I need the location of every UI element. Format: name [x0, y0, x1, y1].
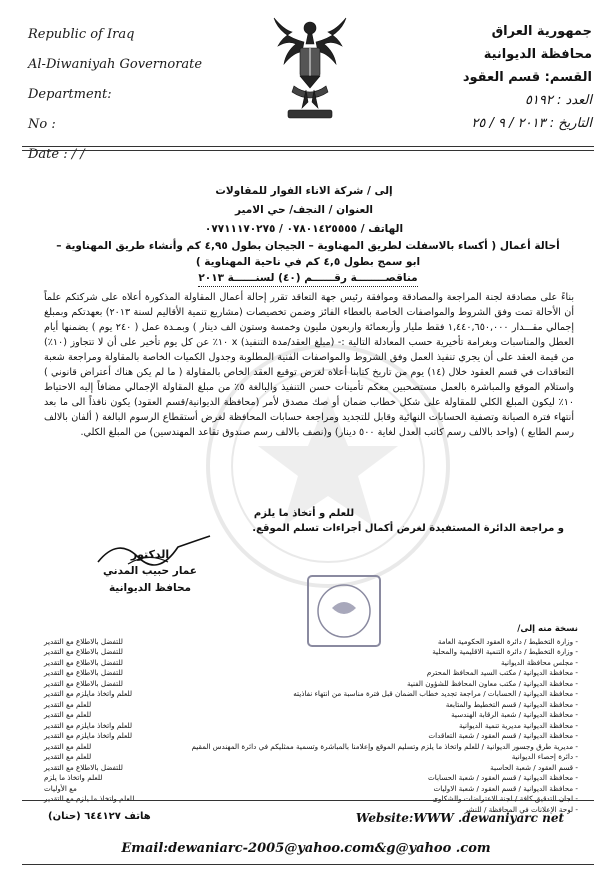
- copy-recipient: - قسم العقود / شعبة الحاسبة: [490, 762, 578, 772]
- letter-body: [44, 290, 574, 440]
- tender-number: مناقصــــــــة رقــــــم (٤٠) لسنــــــة ٢٠١٣: [198, 270, 417, 287]
- number-en: No :: [28, 117, 56, 132]
- recipient-name: إلى / شركة الاناء الفوار للمقاولات: [215, 185, 393, 197]
- copy-recipient: - محافظة الديوانية / قسم العقود / شعبة الحسابات: [427, 773, 578, 782]
- copy-recipient: - مجلس محافظة الديوانية: [500, 657, 578, 667]
- copy-recipient-row: [44, 637, 578, 648]
- copy-note: مع الأوليات: [44, 783, 77, 793]
- footer-divider-bottom: [22, 864, 594, 865]
- header-english: [28, 20, 238, 170]
- department-ar: القسم: قسم العقود: [462, 70, 592, 85]
- footer-email[interactable]: Email:dewaniarc-2005@yahoo.com&g@yahoo .com: [121, 841, 491, 856]
- copy-recipient-row: [44, 658, 578, 669]
- governorate-ar: محافظة الديوانية: [483, 47, 592, 62]
- copy-recipient-row: [44, 689, 578, 700]
- closing-line-2: و مراجعة الدائرة المستفيدة لغرض أكمال أجراءات تسلم الموقع.: [252, 523, 564, 534]
- copy-note: للتفضل بالاطلاع مع التقدير: [44, 762, 123, 772]
- copy-recipient-row: [44, 679, 578, 690]
- country-ar: جمهورية العراق: [491, 24, 592, 39]
- letter-page: [8, 6, 604, 876]
- copy-recipient: - وزارة التخطيط / دائرة التنمية الاقليمية والمحلية: [432, 647, 578, 656]
- date-ar: التاريخ : ٢٠١٣ / ٩ / ٢٥: [471, 116, 592, 131]
- copy-recipient: - لجان التدقيق كافة / لجنة الاعتراضات والشكاوى: [432, 794, 578, 803]
- number-ar: العدد : ٥١٩٢: [524, 93, 592, 108]
- copy-note: للعلم مع التقدير: [44, 741, 92, 751]
- copy-note: للعلم مع التقدير: [44, 710, 92, 719]
- copy-recipient-row: [44, 784, 578, 795]
- recipient-phone: الهاتف / ٠٧٨٠١٤٢٥٥٥٥ / ٠٧٧١١١٧٠٢٧٥: [204, 223, 404, 235]
- copy-recipient-row: [44, 710, 578, 721]
- footer-website[interactable]: Website:WWW .dewaniyarc net: [355, 811, 564, 825]
- copy-note: للتفضل بالاطلاع مع التقدير: [44, 678, 123, 688]
- copy-recipient: - محافظة الديوانية / الحسابات / مراجعة تجديد خطاب الضمان قبل فترة مناسبة من انتهاء نفاذيته: [293, 689, 578, 698]
- body-paragraph: بناءً على مصادقة لجنة المراجعة والمصادقة وموافقة رئيس جهة التعاقد تقرر إحالة أعمال المقاولة المذكورة أعلاه على شركتكم علماً أن الأحالة تمت وفق الشروط والمواصفات الخاصة بالعطاء الفائز وضمن تخصيصات (مشاريع تنمية الأقاليم لسنة ٢٠١٣) بعهدتكم وبمبلغ إجمالي مقـــدار ١,٤٤٠,٦٥٠,٠٠٠ فقط مليار وأربعمائة واربعون مليون وخمسة وستون الف دينار ) وبمـدة عمل ( ٢٤٠ يوم ) يضمنها أيام العطل والمناسبات وبغرامة تأخيرية حسب المعادلة التالية :- (مبلغ العقد/مدة التنفيذ) x ١٠٪ عن كل يوم تأخير على أن لا تتجاوز (١٠٪) من قيمة العقد على أن يجري تنفيذ العمل وفق الشروط والمواصفات الفنية المطلوبة وجدول الكميات الخاصة بالمقاولة ومراجعة شعبة التعاقدات في قسم العقود خلال (١٤) يوم من تاريخ كتابنا أعلاه لغرض توقيع العقد الخاص بالمقاولة ( ما لم يكن هناك أعتراض قانوني ) واستلام الموقع والمباشرة بالعمل مستصحبين معكم تأمينات حسن التنفيذ والبالغة ٥٪ من مبلغ المقاولة الإجمالي مضافاً إليه الاحتياط ١٠٪ ليكون المبلغ الكلي للمقاولة على شكل خطاب ضمان أو صك مصدق لأمر (محافظة الديوانية/قسم العقود) يكون نافذاً الى ما بعد أنتهاء فترة الصيانة وتصفية الحسابات النهائية وقابل للتجديد ومراجعة حسابات المحافظة لغرض أستقطاع الرسوم البالغة ( ألفان بالالف رسم الطابع ) (واحد بالالف رسم كاتب العدل لغاية ٥٠٠ دينار) و(نصف بالالف رسم صندوق تقاعد المهندسين) من المبلغ الكلي.: [44, 292, 575, 438]
- header-divider: [22, 146, 594, 147]
- header-arabic: [392, 20, 592, 135]
- copy-recipient: - محافظة الديوانية / قسم التخطيط والمتابعة: [445, 699, 578, 709]
- copy-recipient: - مديرية طرق وجسور الديوانية / للعلم واتخاذ ما يلزم وتسليم الموقع وإعلامنا بالمباشرة وتسمية ممثليكم في دائرة المهندس المقيم: [191, 741, 578, 751]
- copy-recipient: - محافظة الديوانية / مكتب السيد المحافظ المحترم: [426, 668, 578, 677]
- copy-note: للتفضل بالاطلاع مع التقدير: [44, 657, 123, 667]
- copies-heading: نسخة منه إلى/: [517, 624, 578, 634]
- signatory-role: محافظ الديوانية: [108, 582, 192, 594]
- copy-recipient-row: [44, 647, 578, 658]
- department-en: Department:: [28, 87, 112, 102]
- copy-note: للعلم مع التقدير: [44, 752, 92, 761]
- eagle-emblem-icon: [270, 12, 350, 134]
- copy-recipient: - دائرة إحصاء الديوانية: [511, 752, 578, 761]
- copy-note: للعلم واتخاذ مايلزم مع التقدير: [44, 731, 133, 740]
- recipient-address: العنوان / النجف/ حي الامير: [234, 204, 374, 216]
- subject-block: [48, 238, 568, 287]
- copy-note: للعلم واتخاذ ما يلزم مع التقدير: [44, 794, 135, 803]
- copy-recipient: - محافظة الديوانية مديرية تنمية الديوانية: [458, 720, 578, 730]
- copy-recipient: - محافظة الديوانية / شعبة الرقابة الهندسية: [451, 710, 578, 719]
- subject-line-2: ابو سمج بطول ٤,٥ كم في ناحية المهناوية ): [195, 256, 421, 268]
- copy-recipient-row: [44, 752, 578, 763]
- copy-recipient: - لوحة الإعلانات في المحافظة / للنشر: [464, 804, 578, 814]
- copy-recipient-row: [44, 721, 578, 732]
- copy-recipient-row: [44, 731, 578, 742]
- copy-note: للعلم واتخاذ مايلزم مع التقدير: [44, 689, 133, 698]
- copy-recipient: - محافظة الديوانية / مكتب معاون المحافظ للشؤون الفنية: [406, 678, 578, 688]
- recipient-block: [44, 182, 564, 239]
- copy-recipient: - وزارة التخطيط / دائرة العقود الحكومية العامة: [437, 636, 578, 646]
- copy-note: للعلم واتخاذ مايلزم مع التقدير: [44, 720, 133, 730]
- country-en: Republic of Iraq: [28, 27, 135, 42]
- signatory-title: الدكتور: [130, 548, 170, 561]
- copy-recipient-row: [44, 773, 578, 784]
- copy-recipient: - محافظة الديوانية / قسم العقود / شعبة الاوليات: [433, 783, 578, 793]
- copy-recipient: - محافظة الديوانية / قسم العقود / شعبة التعاقدات: [428, 731, 578, 740]
- footer-phone: هاتف ٦٤٤١٢٧ (حنان): [48, 811, 151, 822]
- copy-recipient-row: [44, 742, 578, 753]
- copy-recipient-row: [44, 700, 578, 711]
- copy-note: للعلم واتخاذ ما يلزم: [44, 773, 103, 782]
- copies-list: [44, 624, 578, 815]
- copy-note: للتفضل بالاطلاع مع التقدير: [44, 636, 123, 646]
- copy-recipient-row: [44, 668, 578, 679]
- closing-line-1: للعلم و أتخاذ ما يلزم: [253, 508, 355, 519]
- signatory-name: عمار حبيب المدني: [103, 565, 197, 577]
- governorate-en: Al-Diwaniyah Governorate: [28, 57, 203, 72]
- copy-recipient-row: [44, 763, 578, 774]
- signature-block: [90, 546, 210, 597]
- copy-note: للعلم مع التقدير: [44, 699, 92, 709]
- subject-line-1: أحالة أعمال ( أكساء بالاسفلت لطريق المهناوية – الجيجان بطول ٤,٩٥ كم وأنشاء طريق المهناوية –: [56, 240, 560, 252]
- copy-note: للتفضل بالاطلاع مع التقدير: [44, 647, 123, 656]
- footer-contact: [48, 811, 564, 825]
- copy-note: للتفضل بالاطلاع مع التقدير: [44, 668, 123, 677]
- footer-divider: [22, 800, 594, 801]
- date-en: Date : / /: [28, 147, 85, 162]
- header-divider-2: [22, 150, 594, 151]
